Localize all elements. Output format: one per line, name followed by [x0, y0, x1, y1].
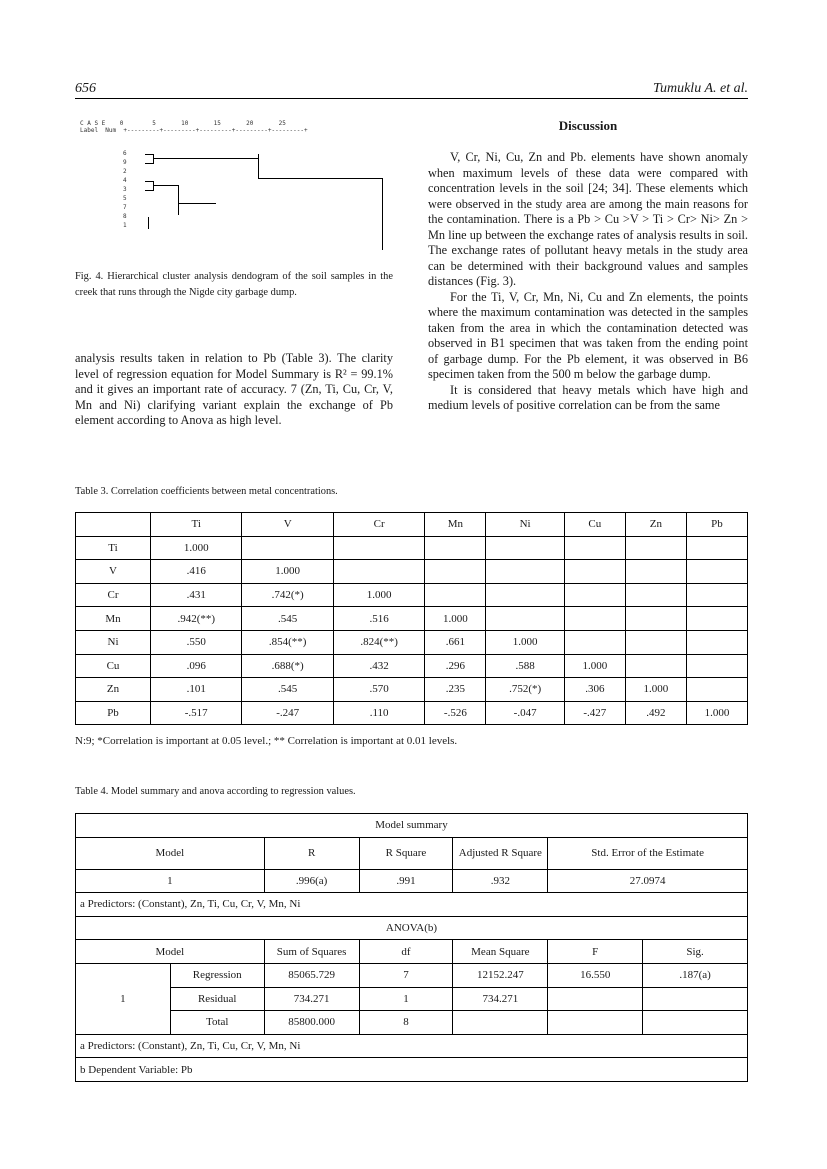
anova-cell [643, 1011, 748, 1035]
ms-stderr: 27.0974 [548, 869, 748, 893]
dendro-branch [153, 158, 258, 159]
table3-cell: .588 [486, 654, 564, 678]
anova-cell: 734.271 [453, 987, 548, 1011]
dendrogram-figure [78, 120, 390, 258]
anova-row-label: Residual [170, 987, 264, 1011]
table3-cell: .545 [242, 678, 333, 702]
anova-cell: 85800.000 [264, 1011, 359, 1035]
page-number: 656 [75, 81, 96, 96]
correlation-table [75, 512, 748, 725]
anova-header-df: df [359, 940, 453, 964]
anova-header-f: F [548, 940, 643, 964]
dendro-branch [145, 154, 153, 155]
page-header [75, 81, 748, 99]
table3-cell: .942(**) [151, 607, 242, 631]
dendro-branch [145, 190, 153, 191]
anova-cell [548, 1011, 643, 1035]
anova-cell: 8 [359, 1011, 453, 1035]
model-summary-title: Model summary [76, 814, 748, 838]
table3-cell [564, 607, 625, 631]
table3-cell: -.526 [425, 701, 486, 725]
table3-row [76, 701, 748, 725]
anova-predictors-note: a Predictors: (Constant), Zn, Ti, Cu, Cr, V, Mn, Ni [76, 1034, 748, 1058]
table3-col-header: Ni [486, 513, 564, 537]
discussion-heading: Discussion [558, 118, 618, 133]
dendrogram-label-header: Label Num +---------+---------+---------+---------+---------+ [80, 127, 308, 134]
dendro-branch [258, 154, 259, 179]
dendro-branch [178, 185, 179, 215]
anova-header-ss: Sum of Squares [264, 940, 359, 964]
table3-caption: Table 3. Correlation coefficients between metal concentrations. [75, 486, 338, 497]
table3-cell: -.517 [151, 701, 242, 725]
dendrogram-case-label: 3 [123, 186, 127, 193]
table3-cell [625, 607, 686, 631]
table3-cell [242, 536, 333, 560]
table3-row-header: Ni [76, 630, 151, 654]
table3-cell [625, 583, 686, 607]
table3-cell [625, 560, 686, 584]
table3-cell [686, 536, 747, 560]
table3-row [76, 583, 748, 607]
dendro-branch [178, 203, 216, 204]
dendrogram-case-label: 1 [123, 222, 127, 229]
table3-col-header: Pb [686, 513, 747, 537]
ms-model: 1 [76, 869, 265, 893]
table3-cell [333, 536, 424, 560]
left-column-paragraph: analysis results taken in relation to Pb (Table 3). The clarity level of regression equation for Model Summary is R² = 99.1% and it gives an important rate of accuracy. 7 (Zn, Ti, Cu, Cr, V, Mn and Ni) clarifying variant explain the exchange of Pb element according to Anova as high level. [75, 351, 393, 427]
table3-cell: 1.000 [333, 583, 424, 607]
table3-cell: 1.000 [625, 678, 686, 702]
table3-row [76, 607, 748, 631]
dendro-branch [145, 181, 153, 182]
table3-cell: 1.000 [151, 536, 242, 560]
anova-header-model: Model [76, 940, 265, 964]
dendro-branch [153, 154, 154, 164]
table3-cell: 1.000 [486, 630, 564, 654]
table3-row-header: Pb [76, 701, 151, 725]
dendro-branch [148, 217, 149, 229]
anova-cell: .187(a) [643, 963, 748, 987]
anova-row-label: Regression [170, 963, 264, 987]
figure-caption: Fig. 4. Hierarchical cluster analysis dendogram of the soil samples in the creek that runs through the Nigde city garbage dump. [75, 271, 393, 298]
table3-cell [425, 560, 486, 584]
table3-row [76, 678, 748, 702]
anova-cell [548, 987, 643, 1011]
table3-cell: .545 [242, 607, 333, 631]
table3-cell [686, 678, 747, 702]
table3-cell: .306 [564, 678, 625, 702]
table3-cell [686, 583, 747, 607]
table3-cell: 1.000 [242, 560, 333, 584]
table3-cell: .661 [425, 630, 486, 654]
table3-cell [486, 583, 564, 607]
table3-cell: -.247 [242, 701, 333, 725]
table3-row [76, 560, 748, 584]
table3-cell [625, 630, 686, 654]
dendrogram-scale-header: C A S E 0 5 10 15 20 25 [80, 120, 286, 127]
table3-row-header: Cr [76, 583, 151, 607]
dendrogram-case-label: 8 [123, 213, 127, 220]
table3-cell [333, 560, 424, 584]
anova-dependent-note: b Dependent Variable: Pb [76, 1058, 748, 1082]
table3-corner [76, 513, 151, 537]
table3-cell: 1.000 [425, 607, 486, 631]
table3-cell: .431 [151, 583, 242, 607]
dendro-branch [382, 178, 383, 250]
table3-row [76, 630, 748, 654]
ms-rsquare: .991 [359, 869, 453, 893]
table3-row-header: Mn [76, 607, 151, 631]
table4-caption: Table 4. Model summary and anova according to regression values. [75, 786, 356, 797]
table3-row-header: Zn [76, 678, 151, 702]
table3-col-header: Cu [564, 513, 625, 537]
anova-title: ANOVA(b) [76, 916, 748, 940]
regression-table [75, 813, 748, 1082]
table3-col-header: Zn [625, 513, 686, 537]
ms-header-r: R [264, 837, 359, 869]
table3-cell: .432 [333, 654, 424, 678]
ms-header-stderr: Std. Error of the Estimate [548, 837, 748, 869]
table3-cell: .101 [151, 678, 242, 702]
table3-row-header: V [76, 560, 151, 584]
anova-model: 1 [76, 963, 171, 1034]
anova-cell: 16.550 [548, 963, 643, 987]
ms-header-rsquare: R Square [359, 837, 453, 869]
table3-row [76, 536, 748, 560]
anova-cell: 85065.729 [264, 963, 359, 987]
table3-cell: .096 [151, 654, 242, 678]
table3-cell [686, 607, 747, 631]
ms-header-adjusted: Adjusted R Square [453, 837, 548, 869]
dendro-branch [153, 181, 154, 191]
anova-cell: 12152.247 [453, 963, 548, 987]
table3-cell [486, 607, 564, 631]
ms-r: .996(a) [264, 869, 359, 893]
table3-cell [686, 654, 747, 678]
discussion-paragraph: It is considered that heavy metals which have high and medium levels of positive correlation can be from the same [428, 382, 748, 412]
table3-note: N:9; *Correlation is important at 0.05 level.; ** Correlation is important at 0.01 levels. [75, 735, 458, 747]
anova-cell [643, 987, 748, 1011]
table3-cell [564, 560, 625, 584]
table3-cell [425, 583, 486, 607]
dendro-branch [153, 185, 178, 186]
table3-cell: .296 [425, 654, 486, 678]
table3-cell: .854(**) [242, 630, 333, 654]
ms-adjusted: .932 [453, 869, 548, 893]
discussion-paragraph: V, Cr, Ni, Cu, Zn and Pb. elements have shown anomaly when maximum levels of these data were compared with concentration levels in the soil [24; 34]. These elements which were observed in the study area are among the main reasons for the contamination. There is a Pb > Cu >V > Ti > Cr> Ni> Zn > Mn line up between the exchange rates of analysis results in soil. The exchange rates of pollutant heavy metals in the study area can be determined with their background values and samples distances (Fig. 3). [428, 150, 748, 288]
table3-cell [625, 654, 686, 678]
dendrogram-case-label: 2 [123, 168, 127, 175]
running-authors: Tumuklu A. et al. [652, 81, 748, 96]
anova-cell [453, 1011, 548, 1035]
table3-cell: 1.000 [686, 701, 747, 725]
ms-header-model: Model [76, 837, 265, 869]
anova-cell: 734.271 [264, 987, 359, 1011]
ms-predictors-note: a Predictors: (Constant), Zn, Ti, Cu, Cr, V, Mn, Ni [76, 893, 748, 917]
discussion-body [428, 150, 748, 414]
table3-cell: .570 [333, 678, 424, 702]
table3-cell [564, 630, 625, 654]
dendro-branch [258, 178, 382, 179]
table3-cell [625, 536, 686, 560]
table3-cell [564, 536, 625, 560]
anova-cell: 7 [359, 963, 453, 987]
table3-cell: .235 [425, 678, 486, 702]
table3-cell: .516 [333, 607, 424, 631]
discussion-paragraph: For the Ti, V, Cr, Mn, Ni, Cu and Zn elements, the points where the maximum contamination was detected in the samples taken from the area in which the contamination detected was observed in B1 specimen that was taken from the ending point of garbage dump. For the Pb element, it was observed in B6 specimen taken from the 500 m below the garbage dump. [428, 289, 748, 381]
dendrogram-case-label: 6 [123, 150, 127, 157]
table3-cell: -.427 [564, 701, 625, 725]
anova-cell: 1 [359, 987, 453, 1011]
table3-cell: .688(*) [242, 654, 333, 678]
table3-row [76, 654, 748, 678]
table3-cell: .752(*) [486, 678, 564, 702]
table3-cell: .550 [151, 630, 242, 654]
anova-header-sig: Sig. [643, 940, 748, 964]
dendrogram-case-label: 9 [123, 159, 127, 166]
table3-row-header: Ti [76, 536, 151, 560]
table3-cell [486, 560, 564, 584]
table3-cell: -.047 [486, 701, 564, 725]
table3-row-header: Cu [76, 654, 151, 678]
table3-cell [686, 630, 747, 654]
dendro-branch [178, 194, 179, 195]
dendrogram-case-label: 5 [123, 195, 127, 202]
table3-cell: .824(**) [333, 630, 424, 654]
table3-cell [564, 583, 625, 607]
table3-cell [486, 536, 564, 560]
dendrogram-case-label: 4 [123, 177, 127, 184]
table3-col-header: Cr [333, 513, 424, 537]
anova-row-label: Total [170, 1011, 264, 1035]
table3-cell: .492 [625, 701, 686, 725]
table3-cell: 1.000 [564, 654, 625, 678]
anova-header-ms: Mean Square [453, 940, 548, 964]
table3-col-header: Mn [425, 513, 486, 537]
table3-cell [425, 536, 486, 560]
table3-cell: .110 [333, 701, 424, 725]
dendrogram-case-label: 7 [123, 204, 127, 211]
table3-col-header: Ti [151, 513, 242, 537]
table3-cell [686, 560, 747, 584]
table3-cell: .742(*) [242, 583, 333, 607]
table3-col-header: V [242, 513, 333, 537]
dendro-branch [145, 163, 153, 164]
table3-cell: .416 [151, 560, 242, 584]
